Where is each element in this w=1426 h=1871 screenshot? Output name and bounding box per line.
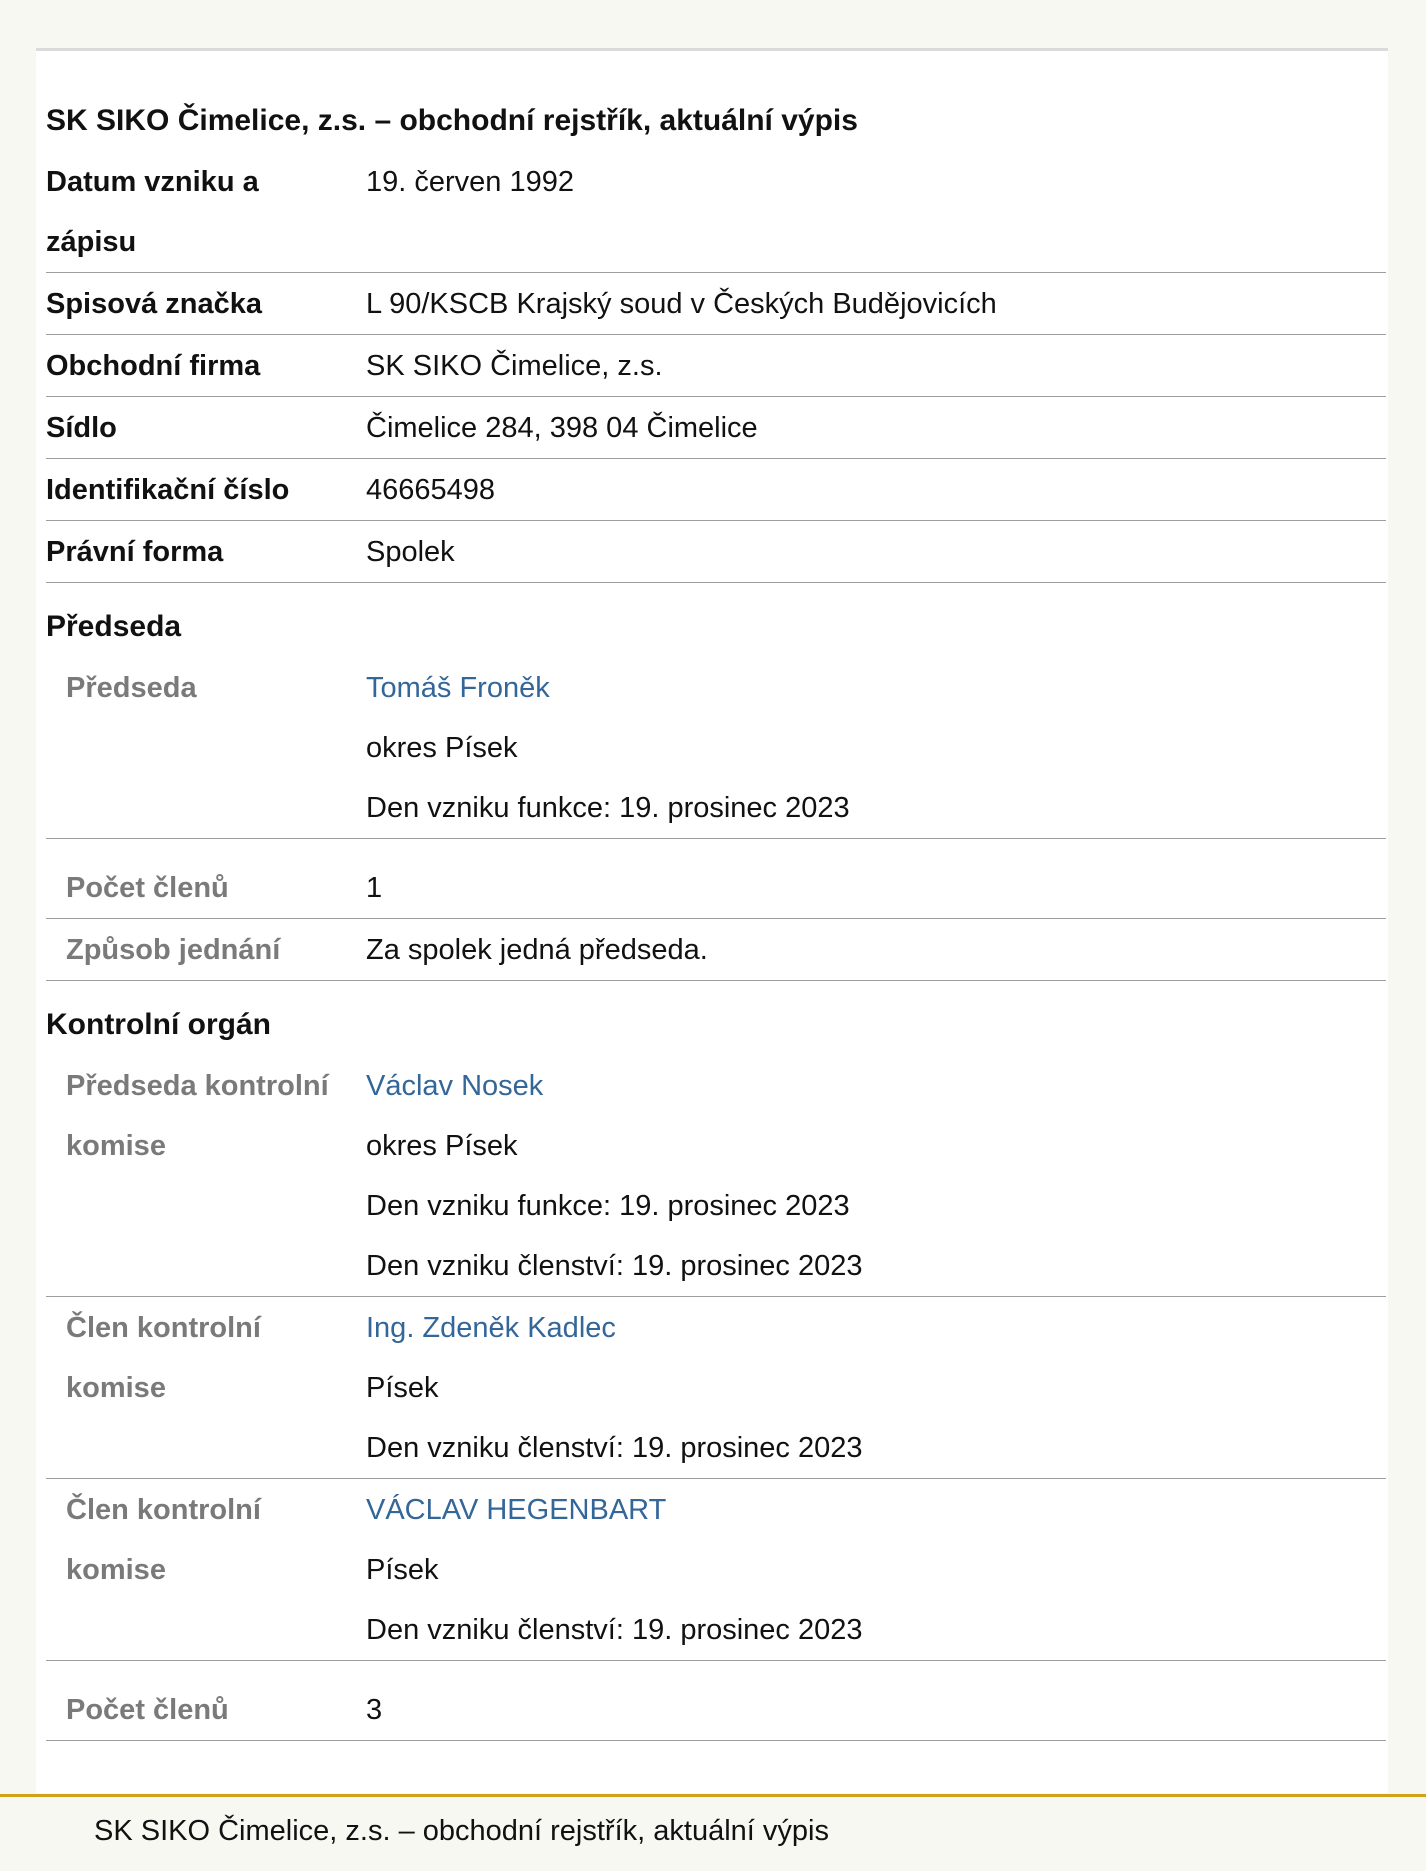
label-predseda-role: Předseda: [66, 672, 197, 704]
label-kontrolni-role-3: [46, 1479, 366, 1660]
row-obchodni-firma: [46, 335, 1386, 397]
row-spisova-znacka: [46, 273, 1386, 335]
row-zpusob-jednani: [46, 919, 1386, 981]
value-predseda-count: 1: [366, 872, 383, 904]
row-predseda-count: [46, 839, 1386, 919]
label-sidlo: Sídlo: [46, 412, 117, 444]
value-predseda-member: [366, 657, 850, 838]
role-line2: komise: [66, 1372, 166, 1404]
value-datum-vzniku: 19. červen 1992: [366, 166, 574, 198]
row-pravni-forma: [46, 521, 1386, 583]
label-zpusob-jednani: Způsob jednání: [66, 934, 281, 966]
row-kontrolni-count: [46, 1661, 1386, 1741]
kontrolni-1-place: okres Písek: [366, 1130, 518, 1162]
label-datum-vzniku: Datum vzniku a zápisu: [46, 166, 259, 258]
label-kontrolni-role-2: [46, 1297, 366, 1478]
person-link-kontrolni-2[interactable]: Ing. Zdeněk Kadlec: [366, 1312, 616, 1344]
person-link-predseda[interactable]: Tomáš Froněk: [366, 672, 550, 704]
value-kontrolni-count: 3: [366, 1694, 383, 1726]
predseda-function-date: Den vzniku funkce: 19. prosinec 2023: [366, 792, 850, 824]
register-content: [46, 51, 1386, 1741]
role-line1: Člen kontrolní: [66, 1494, 261, 1526]
role-line2: komise: [66, 1130, 166, 1162]
value-sidlo: Čimelice 284, 398 04 Čimelice: [366, 412, 758, 444]
row-datum-vzniku: [46, 151, 1386, 273]
footer-bar: [0, 1794, 1426, 1871]
row-kontrolni-member-3: [46, 1479, 1386, 1661]
kontrolni-3-place: Písek: [366, 1554, 439, 1586]
row-ico: [46, 459, 1386, 521]
row-sidlo: [46, 397, 1386, 459]
kontrolni-1-member-date: Den vzniku členství: 19. prosinec 2023: [366, 1250, 863, 1282]
label-pravni-forma: Právní forma: [46, 536, 224, 568]
role-line1: Předseda kontrolní: [66, 1070, 329, 1102]
kontrolni-1-function-date: Den vzniku funkce: 19. prosinec 2023: [366, 1190, 850, 1222]
role-line1: Člen kontrolní: [66, 1312, 261, 1344]
person-link-kontrolni-3[interactable]: VÁCLAV HEGENBART: [366, 1494, 667, 1526]
footer-title: SK SIKO Čimelice, z.s. – obchodní rejstřík, aktuální výpis: [94, 1815, 829, 1847]
section-heading-predseda: Předseda: [46, 610, 182, 643]
value-zpusob-jednani: Za spolek jedná předseda.: [366, 934, 708, 966]
label-kontrolni-role-1: [46, 1055, 366, 1296]
value-ico: 46665498: [366, 474, 496, 506]
label-kontrolni-count: Počet členů: [66, 1694, 229, 1726]
register-extract-panel: [36, 48, 1388, 1793]
value-spisova-znacka: L 90/KSCB Krajský soud v Českých Budějovicích: [366, 288, 997, 320]
value-kontrolni-member-3: [366, 1479, 863, 1660]
section-heading-kontrolni: Kontrolní orgán: [46, 1008, 271, 1041]
row-kontrolni-member-2: [46, 1297, 1386, 1479]
label-spisova-znacka: Spisová značka: [46, 288, 262, 320]
label-ico: Identifikační číslo: [46, 474, 290, 506]
kontrolni-2-member-date: Den vzniku členství: 19. prosinec 2023: [366, 1432, 863, 1464]
value-pravni-forma: Spolek: [366, 536, 455, 568]
role-line2: komise: [66, 1554, 166, 1586]
row-kontrolni-member-1: [46, 1055, 1386, 1297]
page-title: SK SIKO Čimelice, z.s. – obchodní rejstřík, aktuální výpis: [46, 104, 858, 137]
value-obchodni-firma: SK SIKO Čimelice, z.s.: [366, 350, 663, 382]
predseda-place: okres Písek: [366, 732, 518, 764]
kontrolni-3-member-date: Den vzniku členství: 19. prosinec 2023: [366, 1614, 863, 1646]
label-predseda-count: Počet členů: [66, 872, 229, 904]
value-kontrolni-member-2: [366, 1297, 863, 1478]
person-link-kontrolni-1[interactable]: Václav Nosek: [366, 1070, 544, 1102]
row-predseda-member: [46, 657, 1386, 839]
kontrolni-2-place: Písek: [366, 1372, 439, 1404]
label-obchodni-firma: Obchodní firma: [46, 350, 261, 382]
value-kontrolni-member-1: [366, 1055, 863, 1296]
